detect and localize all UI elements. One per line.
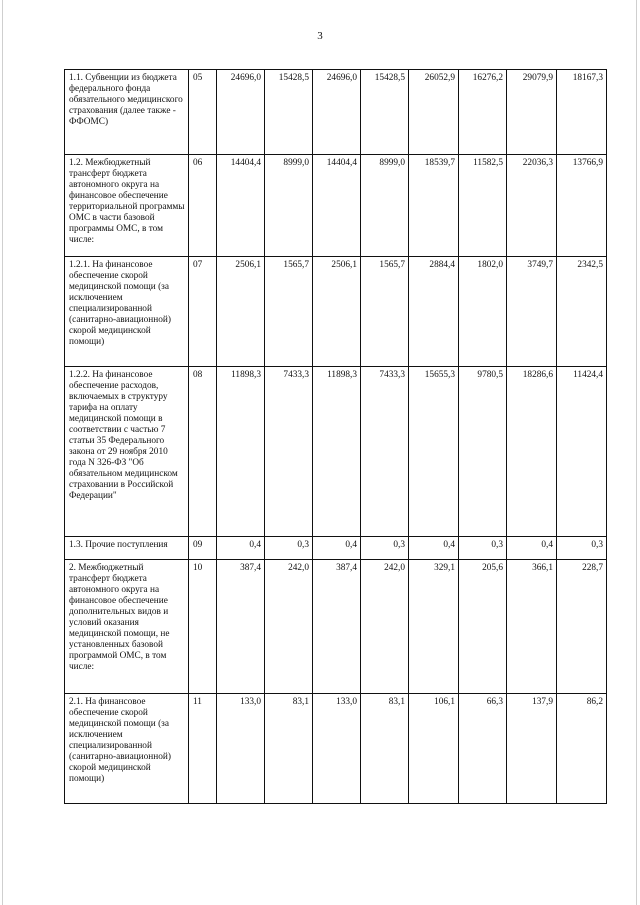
value-cell: 0,3	[459, 537, 507, 560]
value-cell: 8999,0	[265, 155, 313, 257]
value-cell: 387,4	[217, 560, 265, 694]
value-cell: 242,0	[361, 560, 409, 694]
value-cell: 22036,3	[507, 155, 557, 257]
scan-edge-right	[636, 0, 637, 905]
value-cell: 15655,3	[409, 367, 459, 537]
value-cell: 16276,2	[459, 70, 507, 155]
table-row	[65, 537, 607, 560]
table-row	[65, 257, 607, 367]
value-cell: 0,4	[409, 537, 459, 560]
scan-edge-left	[2, 0, 3, 905]
value-cell: 7433,3	[361, 367, 409, 537]
value-cell: 7433,3	[265, 367, 313, 537]
value-cell: 11898,3	[217, 367, 265, 537]
value-cell: 18167,3	[557, 70, 607, 155]
value-cell: 14404,4	[217, 155, 265, 257]
value-cell: 0,4	[217, 537, 265, 560]
table-row	[65, 70, 607, 155]
row-code: 06	[189, 155, 217, 257]
row-name: 1.2.1. На финансовое обеспечение скорой медицинской помощи (за исключением специализированной (санитарно-авиационной) скорой медицинской помощи)	[65, 257, 189, 367]
value-cell: 15428,5	[361, 70, 409, 155]
row-name: 1.2. Межбюджетный трансферт бюджета автономного округа на финансовое обеспечение территориальной программы ОМС в части базовой программы ОМС, в том числе:	[65, 155, 189, 257]
table-row	[65, 155, 607, 257]
value-cell: 2342,5	[557, 257, 607, 367]
value-cell: 8999,0	[361, 155, 409, 257]
value-cell: 24696,0	[217, 70, 265, 155]
value-cell: 13766,9	[557, 155, 607, 257]
row-code: 08	[189, 367, 217, 537]
value-cell: 2884,4	[409, 257, 459, 367]
value-cell: 11424,4	[557, 367, 607, 537]
page-number: 3	[317, 30, 323, 42]
value-cell: 29079,9	[507, 70, 557, 155]
value-cell: 387,4	[313, 560, 361, 694]
row-code: 07	[189, 257, 217, 367]
value-cell: 14404,4	[313, 155, 361, 257]
value-cell: 329,1	[409, 560, 459, 694]
value-cell: 0,3	[557, 537, 607, 560]
row-code: 05	[189, 70, 217, 155]
row-name: 1.1. Субвенции из бюджета федерального фонда обязательного медицинского страхования (далее также - ФФОМС)	[65, 70, 189, 155]
value-cell: 2506,1	[313, 257, 361, 367]
table-row	[65, 367, 607, 537]
row-name: 1.2.2. На финансовое обеспечение расходов, включаемых в структуру тарифа на оплату медицинской помощи в соответствии с частью 7 статьи 35 Федерального закона от 29 ноября 2010 года N 326-ФЗ "Об обязательном медицинском страховании в Российской Федерации"	[65, 367, 189, 537]
table-row	[65, 694, 607, 804]
value-cell: 2506,1	[217, 257, 265, 367]
budget-table	[64, 69, 607, 804]
value-cell: 366,1	[507, 560, 557, 694]
value-cell: 83,1	[361, 694, 409, 804]
value-cell: 83,1	[265, 694, 313, 804]
value-cell: 24696,0	[313, 70, 361, 155]
value-cell: 0,4	[313, 537, 361, 560]
value-cell: 137,9	[507, 694, 557, 804]
value-cell: 0,4	[507, 537, 557, 560]
value-cell: 242,0	[265, 560, 313, 694]
value-cell: 9780,5	[459, 367, 507, 537]
value-cell: 3749,7	[507, 257, 557, 367]
row-code: 10	[189, 560, 217, 694]
table-row	[65, 560, 607, 694]
value-cell: 26052,9	[409, 70, 459, 155]
value-cell: 133,0	[313, 694, 361, 804]
value-cell: 228,7	[557, 560, 607, 694]
value-cell: 1565,7	[265, 257, 313, 367]
value-cell: 66,3	[459, 694, 507, 804]
value-cell: 18539,7	[409, 155, 459, 257]
value-cell: 0,3	[265, 537, 313, 560]
row-code: 09	[189, 537, 217, 560]
value-cell: 0,3	[361, 537, 409, 560]
value-cell: 205,6	[459, 560, 507, 694]
value-cell: 11582,5	[459, 155, 507, 257]
row-name: 1.3. Прочие поступления	[65, 537, 189, 560]
value-cell: 1802,0	[459, 257, 507, 367]
value-cell: 15428,5	[265, 70, 313, 155]
row-code: 11	[189, 694, 217, 804]
value-cell: 106,1	[409, 694, 459, 804]
value-cell: 11898,3	[313, 367, 361, 537]
value-cell: 133,0	[217, 694, 265, 804]
row-name: 2. Межбюджетный трансферт бюджета автономного округа на финансовое обеспечение дополнительных видов и условий оказания медицинской помощи, не установленных базовой программой ОМС, в том числе:	[65, 560, 189, 694]
value-cell: 18286,6	[507, 367, 557, 537]
value-cell: 1565,7	[361, 257, 409, 367]
value-cell: 86,2	[557, 694, 607, 804]
row-name: 2.1. На финансовое обеспечение скорой медицинской помощи (за исключением специализированной (санитарно-авиационной) скорой медицинской помощи)	[65, 694, 189, 804]
